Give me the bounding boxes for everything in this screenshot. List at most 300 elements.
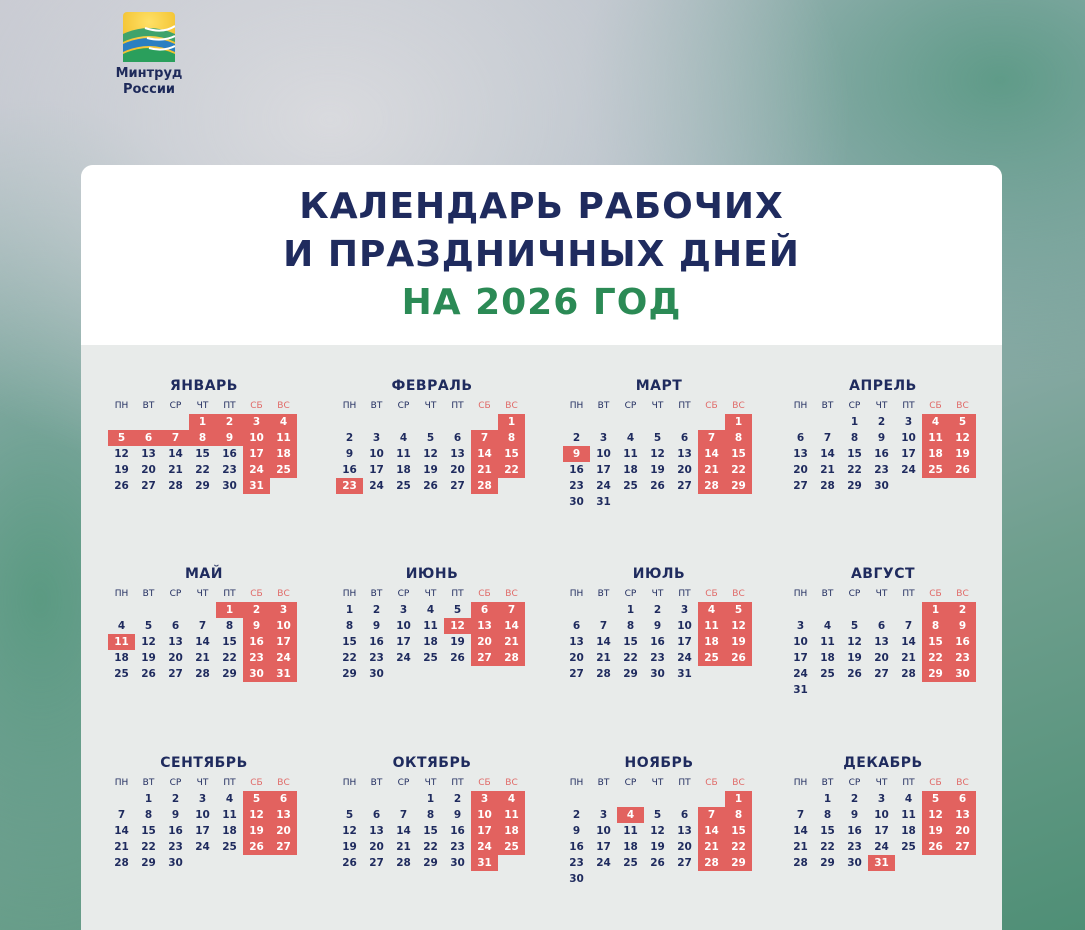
empty-cell <box>390 414 417 430</box>
day-cell: 23 <box>569 857 584 869</box>
holiday-cell: 1 <box>216 602 243 618</box>
empty-cell <box>390 791 417 807</box>
holiday-cell: 14 <box>471 446 498 462</box>
day-cell: 14 <box>195 636 210 648</box>
day-cell: 20 <box>569 652 584 664</box>
day-cell: 27 <box>677 480 692 492</box>
holiday-cell: 25 <box>922 462 949 478</box>
day-cell: 8 <box>144 809 153 821</box>
day-cell: 28 <box>596 668 611 680</box>
holiday-cell: 13 <box>471 618 498 634</box>
holiday-cell: 22 <box>725 839 752 855</box>
day-cell: 6 <box>572 620 581 632</box>
month-name: ИЮНЬ <box>405 566 459 582</box>
weekday-label: ПН <box>569 401 584 411</box>
day-cell: 22 <box>423 841 438 853</box>
day-cell: 3 <box>372 432 381 444</box>
day-cell: 5 <box>453 604 462 616</box>
day-cell: 18 <box>423 636 438 648</box>
day-cell: 14 <box>396 825 411 837</box>
holiday-cell: 6 <box>949 791 976 807</box>
day-cell: 24 <box>195 841 210 853</box>
weekday-label: ПТ <box>223 778 236 788</box>
weekday-label: ВТ <box>370 778 383 788</box>
holiday-cell: 19 <box>243 823 270 839</box>
weekday-label: СБ <box>705 401 718 411</box>
ministry-logo <box>104 12 194 98</box>
weekday-label: СБ <box>929 589 942 599</box>
day-cell: 16 <box>569 841 584 853</box>
day-cell: 1 <box>345 604 354 616</box>
holiday-cell: 24 <box>243 462 270 478</box>
day-cell: 10 <box>195 809 210 821</box>
holiday-cell: 4 <box>498 791 525 807</box>
day-cell: 25 <box>820 668 835 680</box>
day-cell: 24 <box>596 480 611 492</box>
day-cell: 17 <box>901 448 916 460</box>
day-cell: 27 <box>168 668 183 680</box>
title-year: НА 2026 ГОД <box>401 282 682 323</box>
day-cell: 13 <box>168 636 183 648</box>
weekday-label: СБ <box>478 778 491 788</box>
weekday-label: СБ <box>705 778 718 788</box>
empty-cell <box>590 791 617 807</box>
month-name: СЕНТЯБРЬ <box>160 755 248 771</box>
day-cell: 8 <box>225 620 234 632</box>
empty-cell <box>644 414 671 430</box>
month-days-grid <box>336 398 528 494</box>
day-cell: 2 <box>850 793 859 805</box>
day-cell: 14 <box>793 825 808 837</box>
day-cell: 30 <box>222 480 237 492</box>
holiday-cell: 20 <box>949 823 976 839</box>
weekday-label: ПТ <box>678 589 691 599</box>
day-cell: 16 <box>342 464 357 476</box>
day-cell: 6 <box>796 432 805 444</box>
day-cell: 19 <box>342 841 357 853</box>
day-cell: 29 <box>847 480 862 492</box>
day-cell: 1 <box>426 793 435 805</box>
empty-cell <box>563 414 590 430</box>
day-cell: 23 <box>569 480 584 492</box>
weekday-label: СР <box>624 778 637 788</box>
day-cell: 5 <box>426 432 435 444</box>
holiday-cell: 28 <box>498 650 525 666</box>
day-cell: 3 <box>599 432 608 444</box>
day-cell: 4 <box>904 793 913 805</box>
day-cell: 26 <box>423 480 438 492</box>
day-cell: 21 <box>114 841 129 853</box>
day-cell: 2 <box>572 432 581 444</box>
day-cell: 14 <box>114 825 129 837</box>
holiday-cell: 29 <box>725 855 752 871</box>
empty-cell <box>189 602 216 618</box>
title-line-2: И ПРАЗДНИЧНЫХ ДНЕЙ <box>283 234 800 275</box>
weekday-label: ЧТ <box>196 589 209 599</box>
day-cell: 21 <box>820 464 835 476</box>
day-cell: 26 <box>650 480 665 492</box>
weekday-label: СБ <box>929 778 942 788</box>
weekday-label: ПТ <box>902 401 915 411</box>
holiday-cell: 18 <box>498 823 525 839</box>
empty-cell <box>698 414 725 430</box>
weekday-label: СР <box>169 401 182 411</box>
day-cell: 26 <box>650 857 665 869</box>
day-cell: 28 <box>168 480 183 492</box>
day-cell: 9 <box>171 809 180 821</box>
holiday-cell: 18 <box>922 446 949 462</box>
day-cell: 30 <box>450 857 465 869</box>
day-cell: 11 <box>623 448 638 460</box>
holiday-cell: 11 <box>922 430 949 446</box>
day-cell: 10 <box>396 620 411 632</box>
holiday-cell: 7 <box>162 430 189 446</box>
day-cell: 25 <box>901 841 916 853</box>
month-4 <box>787 377 979 494</box>
day-cell: 15 <box>222 636 237 648</box>
empty-cell <box>563 602 590 618</box>
weekday-label: ВТ <box>821 778 834 788</box>
weekday-label: ЧТ <box>875 778 888 788</box>
holiday-cell: 19 <box>922 823 949 839</box>
empty-cell <box>868 602 895 618</box>
holiday-cell: 16 <box>949 634 976 650</box>
holiday-cell: 17 <box>243 446 270 462</box>
holiday-cell: 5 <box>108 430 135 446</box>
day-cell: 19 <box>141 652 156 664</box>
holiday-cell: 4 <box>270 414 297 430</box>
holiday-cell: 23 <box>336 478 363 494</box>
day-cell: 13 <box>450 448 465 460</box>
holiday-cell: 6 <box>270 791 297 807</box>
weekday-label: ПТ <box>902 778 915 788</box>
day-cell: 2 <box>171 793 180 805</box>
day-cell: 6 <box>680 432 689 444</box>
day-cell: 3 <box>198 793 207 805</box>
empty-cell <box>698 791 725 807</box>
day-cell: 18 <box>820 652 835 664</box>
day-cell: 28 <box>396 857 411 869</box>
day-cell: 26 <box>847 668 862 680</box>
holiday-cell: 1 <box>189 414 216 430</box>
holiday-cell: 15 <box>725 823 752 839</box>
day-cell: 30 <box>369 668 384 680</box>
weekday-label: ПН <box>342 401 357 411</box>
weekday-label: СР <box>397 589 410 599</box>
holiday-cell: 7 <box>698 430 725 446</box>
empty-cell <box>590 602 617 618</box>
weekday-label: ВТ <box>597 589 610 599</box>
holiday-cell: 14 <box>698 446 725 462</box>
empty-cell <box>444 414 471 430</box>
weekday-label: ВС <box>505 401 518 411</box>
calendar-header <box>81 165 1002 345</box>
day-cell: 7 <box>117 809 126 821</box>
month-name: МАРТ <box>635 378 683 394</box>
day-cell: 29 <box>222 668 237 680</box>
empty-cell <box>787 791 814 807</box>
holiday-cell: 22 <box>498 462 525 478</box>
month-name: ЯНВАРЬ <box>170 378 238 394</box>
holiday-cell: 25 <box>498 839 525 855</box>
day-cell: 23 <box>847 841 862 853</box>
month-3 <box>563 377 755 510</box>
weekday-label: ВС <box>505 589 518 599</box>
day-cell: 29 <box>342 668 357 680</box>
day-cell: 28 <box>114 857 129 869</box>
holiday-cell: 6 <box>471 602 498 618</box>
holiday-cell: 4 <box>698 602 725 618</box>
holiday-cell: 1 <box>725 414 752 430</box>
day-cell: 15 <box>623 636 638 648</box>
weekday-label: СБ <box>705 589 718 599</box>
day-cell: 10 <box>596 448 611 460</box>
month-name: НОЯБРЬ <box>624 755 694 771</box>
day-cell: 24 <box>369 480 384 492</box>
day-cell: 14 <box>168 448 183 460</box>
holiday-cell: 21 <box>698 462 725 478</box>
day-cell: 3 <box>599 809 608 821</box>
holiday-cell: 9 <box>563 446 590 462</box>
day-cell: 25 <box>114 668 129 680</box>
holiday-cell: 25 <box>270 462 297 478</box>
day-cell: 9 <box>345 448 354 460</box>
calendar-card <box>81 165 1002 930</box>
day-cell: 8 <box>345 620 354 632</box>
holiday-cell: 13 <box>949 807 976 823</box>
day-cell: 30 <box>569 496 584 508</box>
day-cell: 22 <box>820 841 835 853</box>
day-cell: 4 <box>426 604 435 616</box>
day-cell: 22 <box>222 652 237 664</box>
month-10 <box>336 754 528 871</box>
holiday-cell: 31 <box>471 855 498 871</box>
holiday-cell: 24 <box>471 839 498 855</box>
month-days-grid <box>108 398 300 494</box>
day-cell: 13 <box>874 636 889 648</box>
month-12 <box>787 754 979 871</box>
holiday-cell: 28 <box>698 478 725 494</box>
weekday-label: СР <box>169 589 182 599</box>
day-cell: 19 <box>450 636 465 648</box>
empty-cell <box>787 414 814 430</box>
day-cell: 15 <box>141 825 156 837</box>
holiday-cell: 3 <box>471 791 498 807</box>
day-cell: 18 <box>901 825 916 837</box>
day-cell: 21 <box>195 652 210 664</box>
day-cell: 6 <box>877 620 886 632</box>
month-11 <box>563 754 755 887</box>
weekday-label: ЧТ <box>651 401 664 411</box>
holiday-cell: 18 <box>698 634 725 650</box>
empty-cell <box>363 791 390 807</box>
empty-cell <box>895 602 922 618</box>
day-cell: 23 <box>450 841 465 853</box>
day-cell: 5 <box>345 809 354 821</box>
holiday-cell: 26 <box>725 650 752 666</box>
holiday-cell: 20 <box>471 634 498 650</box>
day-cell: 6 <box>372 809 381 821</box>
empty-cell <box>162 414 189 430</box>
day-cell: 15 <box>195 448 210 460</box>
empty-cell <box>563 791 590 807</box>
day-cell: 21 <box>168 464 183 476</box>
day-cell: 27 <box>793 480 808 492</box>
day-cell: 5 <box>653 809 662 821</box>
day-cell: 12 <box>342 825 357 837</box>
weekday-label: СР <box>624 589 637 599</box>
empty-cell <box>108 791 135 807</box>
day-cell: 4 <box>399 432 408 444</box>
day-cell: 22 <box>342 652 357 664</box>
day-cell: 18 <box>623 841 638 853</box>
day-cell: 23 <box>369 652 384 664</box>
weekday-label: СБ <box>478 589 491 599</box>
day-cell: 20 <box>677 464 692 476</box>
holiday-cell: 3 <box>270 602 297 618</box>
empty-cell <box>471 414 498 430</box>
holiday-cell: 28 <box>698 855 725 871</box>
day-cell: 29 <box>195 480 210 492</box>
day-cell: 10 <box>677 620 692 632</box>
day-cell: 26 <box>450 652 465 664</box>
day-cell: 10 <box>369 448 384 460</box>
day-cell: 13 <box>677 448 692 460</box>
day-cell: 29 <box>623 668 638 680</box>
month-6 <box>336 565 528 682</box>
day-cell: 20 <box>874 652 889 664</box>
day-cell: 6 <box>171 620 180 632</box>
empty-cell <box>336 791 363 807</box>
day-cell: 21 <box>396 841 411 853</box>
weekday-label: ВТ <box>821 401 834 411</box>
day-cell: 15 <box>342 636 357 648</box>
day-cell: 3 <box>904 416 913 428</box>
holiday-cell: 3 <box>243 414 270 430</box>
weekday-label: ПН <box>114 401 129 411</box>
logo-name-2: России <box>122 82 176 97</box>
month-5 <box>108 565 300 682</box>
day-cell: 20 <box>677 841 692 853</box>
holiday-cell: 26 <box>243 839 270 855</box>
holiday-cell: 1 <box>922 602 949 618</box>
day-cell: 28 <box>820 480 835 492</box>
day-cell: 16 <box>874 448 889 460</box>
month-2 <box>336 377 528 494</box>
weekday-label: ВТ <box>142 401 155 411</box>
day-cell: 27 <box>569 668 584 680</box>
month-name: АВГУСТ <box>850 566 916 582</box>
month-name: ФЕВРАЛЬ <box>391 378 473 394</box>
weekday-label: ПТ <box>451 589 464 599</box>
weekday-label: ВС <box>732 778 745 788</box>
holiday-cell: 31 <box>868 855 895 871</box>
day-cell: 4 <box>626 432 635 444</box>
day-cell: 26 <box>141 668 156 680</box>
day-cell: 14 <box>820 448 835 460</box>
holiday-cell: 14 <box>698 823 725 839</box>
empty-cell <box>671 791 698 807</box>
weekday-label: СР <box>624 401 637 411</box>
day-cell: 30 <box>874 480 889 492</box>
weekday-label: ПН <box>793 589 808 599</box>
weekday-label: ПН <box>342 589 357 599</box>
weekday-label: ВТ <box>370 401 383 411</box>
weekday-label: ПТ <box>451 401 464 411</box>
day-cell: 14 <box>901 636 916 648</box>
month-1 <box>108 377 300 494</box>
day-cell: 16 <box>569 464 584 476</box>
day-cell: 19 <box>114 464 129 476</box>
day-cell: 6 <box>680 809 689 821</box>
empty-cell <box>162 602 189 618</box>
holiday-cell: 27 <box>949 839 976 855</box>
day-cell: 15 <box>847 448 862 460</box>
month-name: ИЮЛЬ <box>632 566 686 582</box>
month-days-grid <box>563 775 755 887</box>
day-cell: 9 <box>453 809 462 821</box>
day-cell: 24 <box>901 464 916 476</box>
weekday-label: ВТ <box>142 589 155 599</box>
weekday-label: ЧТ <box>424 778 437 788</box>
day-cell: 25 <box>423 652 438 664</box>
day-cell: 26 <box>114 480 129 492</box>
day-cell: 16 <box>369 636 384 648</box>
empty-cell <box>644 791 671 807</box>
weekday-label: СР <box>848 778 861 788</box>
weekday-label: ПТ <box>902 589 915 599</box>
day-cell: 20 <box>369 841 384 853</box>
weekday-label: СБ <box>250 401 263 411</box>
weekday-label: ЧТ <box>875 401 888 411</box>
month-days-grid <box>787 775 979 871</box>
day-cell: 7 <box>599 620 608 632</box>
month-9 <box>108 754 300 871</box>
day-cell: 23 <box>168 841 183 853</box>
day-cell: 11 <box>623 825 638 837</box>
weekday-label: ПН <box>793 401 808 411</box>
month-days-grid <box>563 398 755 510</box>
day-cell: 22 <box>141 841 156 853</box>
holiday-cell: 30 <box>243 666 270 682</box>
day-cell: 25 <box>396 480 411 492</box>
day-cell: 17 <box>396 636 411 648</box>
day-cell: 7 <box>796 809 805 821</box>
weekday-label: ПН <box>114 589 129 599</box>
day-cell: 31 <box>793 684 808 696</box>
day-cell: 24 <box>396 652 411 664</box>
weekday-label: СР <box>397 778 410 788</box>
holiday-cell: 26 <box>949 462 976 478</box>
holiday-cell: 26 <box>922 839 949 855</box>
day-cell: 30 <box>569 873 584 885</box>
day-cell: 17 <box>596 841 611 853</box>
holiday-cell: 22 <box>922 650 949 666</box>
day-cell: 8 <box>426 809 435 821</box>
day-cell: 19 <box>650 464 665 476</box>
holiday-cell: 31 <box>270 666 297 682</box>
holiday-cell: 13 <box>270 807 297 823</box>
day-cell: 24 <box>677 652 692 664</box>
day-cell: 23 <box>874 464 889 476</box>
holiday-cell: 29 <box>725 478 752 494</box>
weekday-label: ЧТ <box>196 401 209 411</box>
day-cell: 16 <box>847 825 862 837</box>
weekday-label: ПН <box>114 778 129 788</box>
day-cell: 11 <box>396 448 411 460</box>
weekday-label: СБ <box>250 589 263 599</box>
day-cell: 17 <box>874 825 889 837</box>
